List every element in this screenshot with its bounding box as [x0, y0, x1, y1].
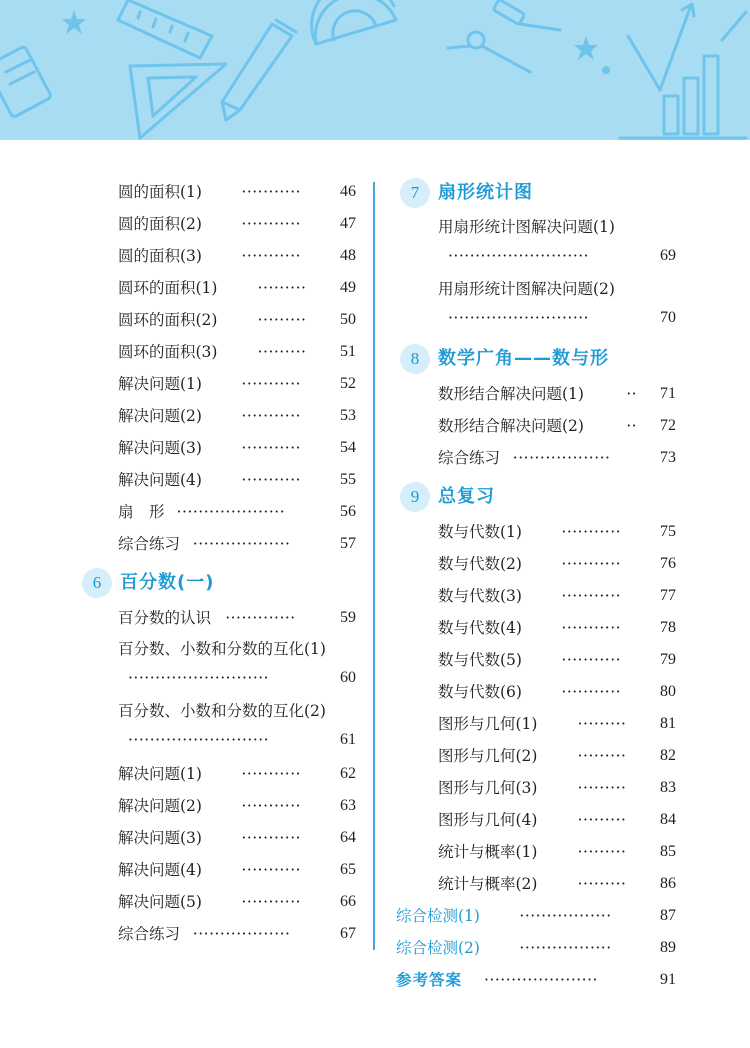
toc-entry[interactable] [118, 790, 356, 822]
chapter-title: 数学广角——数与形 [438, 348, 609, 369]
entry-title: 圆环的面积(3) [118, 343, 218, 361]
dot-leader: ·· [626, 385, 638, 403]
entry-title: 解决问题(2) [118, 797, 202, 815]
dot-leader: ··········· [241, 893, 302, 911]
entry-title: 数与代数(4) [438, 619, 522, 637]
dot-leader: ··········· [561, 683, 622, 701]
page-number: 87 [660, 907, 676, 924]
dot-leader: ··········· [241, 215, 302, 233]
toc-entry[interactable] [396, 932, 676, 964]
entry-title: 综合练习 [118, 925, 181, 943]
toc-entry-continuation[interactable] [438, 242, 676, 274]
toc-entry[interactable] [438, 378, 676, 410]
page-number: 85 [660, 843, 676, 860]
dot-leader: ········· [257, 343, 307, 361]
toc-entry[interactable] [118, 696, 356, 726]
toc-entry[interactable] [438, 548, 676, 580]
dot-leader: ················· [519, 907, 612, 925]
page-number: 61 [340, 731, 356, 748]
toc-entry[interactable] [118, 464, 356, 496]
entry-title: 扇 形 [118, 503, 165, 521]
toc-entry[interactable] [118, 758, 356, 790]
page-number: 89 [660, 939, 676, 956]
page-number: 76 [660, 555, 676, 572]
toc-entry[interactable] [396, 964, 676, 996]
toc-entry-continuation[interactable] [118, 726, 356, 758]
page-number: 48 [340, 247, 356, 264]
page-number: 71 [660, 385, 676, 402]
pencil-icon [222, 20, 296, 120]
dot-leader: ··········· [561, 587, 622, 605]
chapter-number-badge: 7 [400, 178, 430, 208]
ruler-icon [118, 0, 212, 58]
page-number: 81 [660, 715, 676, 732]
toc-entry[interactable] [118, 240, 356, 272]
toc-entry[interactable] [438, 772, 676, 804]
page-number: 82 [660, 747, 676, 764]
entry-title: 圆的面积(3) [118, 247, 202, 265]
toc-entry[interactable] [438, 708, 676, 740]
set-square-icon [130, 64, 226, 138]
dot-leader: ··········· [561, 619, 622, 637]
chapter-8-heading[interactable] [396, 342, 676, 376]
toc-right-column [396, 176, 676, 996]
header-banner [0, 0, 750, 140]
chapter-7-heading[interactable] [396, 176, 676, 210]
chapter-title: 百分数(一) [120, 572, 215, 593]
page-number: 65 [340, 861, 356, 878]
dot-leader: ··········· [241, 471, 302, 489]
page-number: 91 [660, 971, 676, 988]
dot-leader: ·················· [192, 535, 291, 553]
toc-entry[interactable] [396, 900, 676, 932]
toc-entry[interactable] [118, 918, 356, 950]
dot-leader: ········· [577, 779, 627, 797]
chapter-9-heading[interactable] [396, 480, 676, 514]
answers-item [396, 964, 676, 996]
entry-title: 解决问题(3) [118, 439, 202, 457]
page-number: 73 [660, 449, 676, 466]
entry-title: 参考答案 [396, 971, 463, 989]
toc-entry[interactable] [118, 272, 356, 304]
chapter-6-items [118, 602, 356, 950]
entry-title: 图形与几何(1) [438, 715, 538, 733]
chapter-number-badge: 8 [400, 344, 430, 374]
dot-leader: ········· [577, 811, 627, 829]
toc-entry[interactable] [118, 368, 356, 400]
entry-title: 用扇形统计图解决问题(2) [438, 280, 615, 298]
page-number: 49 [340, 279, 356, 296]
entry-title: 用扇形统计图解决问题(1) [438, 218, 615, 236]
dot-leader: ··········· [241, 375, 302, 393]
dot-leader: ··········· [241, 829, 302, 847]
toc-entry[interactable] [438, 836, 676, 868]
dot-leader: ··········· [241, 797, 302, 815]
toc-entry[interactable] [438, 580, 676, 612]
toc-entry-continuation[interactable] [438, 304, 676, 336]
chapter-title: 总复习 [438, 486, 495, 507]
entry-title: 圆环的面积(2) [118, 311, 218, 329]
entry-title: 综合练习 [438, 449, 501, 467]
toc-entry[interactable] [438, 804, 676, 836]
toc-list-top [118, 176, 356, 560]
compass-icon [448, 0, 560, 72]
dot-leader: ···················· [176, 503, 286, 521]
entry-title: 百分数、小数和分数的互化(1) [118, 640, 326, 658]
toc-entry[interactable] [118, 602, 356, 634]
toc-entry[interactable] [438, 516, 676, 548]
toc-entry[interactable] [438, 644, 676, 676]
dot-leader: ··········· [241, 861, 302, 879]
entry-title: 圆的面积(2) [118, 215, 202, 233]
page-number: 64 [340, 829, 356, 846]
entry-title: 数与代数(6) [438, 683, 522, 701]
dot-leader: ·························· [128, 669, 270, 687]
entry-title: 图形与几何(4) [438, 811, 538, 829]
column-divider [373, 182, 375, 950]
dot-leader: ·· [626, 417, 638, 435]
entry-title: 百分数、小数和分数的互化(2) [118, 702, 326, 720]
dot-leader: ··········· [241, 247, 302, 265]
chapter-9-items [396, 516, 676, 900]
entry-title: 解决问题(1) [118, 765, 202, 783]
chapter-8-items [396, 378, 676, 474]
clipboard-icon [0, 46, 52, 118]
dot-leader: ········· [577, 715, 627, 733]
dot-leader: ·························· [128, 731, 270, 749]
entry-title: 统计与概率(1) [438, 843, 538, 861]
page-number: 69 [660, 247, 676, 264]
page-number: 52 [340, 375, 356, 392]
dot-leader: ············· [225, 609, 296, 627]
entry-title: 解决问题(2) [118, 407, 202, 425]
dot-leader: ················· [519, 939, 612, 957]
chapter-number-badge: 6 [82, 568, 112, 598]
dot-leader: ·················· [192, 925, 291, 943]
page-number: 62 [340, 765, 356, 782]
entry-title: 解决问题(4) [118, 861, 202, 879]
dot-leader: ··········· [561, 555, 622, 573]
toc-entry-continuation[interactable] [118, 664, 356, 696]
page-number: 66 [340, 893, 356, 910]
dot-leader: ··········· [241, 439, 302, 457]
toc-entry[interactable] [438, 676, 676, 708]
entry-title: 图形与几何(3) [438, 779, 538, 797]
page-number: 80 [660, 683, 676, 700]
entry-title: 综合检测(1) [396, 907, 480, 925]
dot-leader: ········· [257, 311, 307, 329]
page-number: 57 [340, 535, 356, 552]
toc-entry[interactable] [118, 304, 356, 336]
toc-entry[interactable] [438, 868, 676, 900]
page-number: 46 [340, 183, 356, 200]
dot-leader: ··········· [241, 183, 302, 201]
toc-entry[interactable] [118, 854, 356, 886]
stationery-illustration [0, 0, 750, 140]
toc-entry[interactable] [118, 208, 356, 240]
entry-title: 统计与概率(2) [438, 875, 538, 893]
entry-title: 图形与几何(2) [438, 747, 538, 765]
toc-entry[interactable] [118, 336, 356, 368]
page-number: 51 [340, 343, 356, 360]
toc-entry[interactable] [438, 740, 676, 772]
entry-title: 数与代数(3) [438, 587, 522, 605]
page-number: 53 [340, 407, 356, 424]
entry-title: 数形结合解决问题(2) [438, 417, 584, 435]
entry-title: 综合练习 [118, 535, 181, 553]
entry-title: 解决问题(5) [118, 893, 202, 911]
protractor-icon [312, 0, 396, 44]
chapter-number-badge: 9 [400, 482, 430, 512]
page-number: 72 [660, 417, 676, 434]
dot-leader: ··········· [561, 651, 622, 669]
tests-items [396, 900, 676, 964]
toc-entry[interactable] [118, 176, 356, 208]
page-number: 67 [340, 925, 356, 942]
page-number: 84 [660, 811, 676, 828]
entry-title: 解决问题(4) [118, 471, 202, 489]
page-number: 86 [660, 875, 676, 892]
page-number: 47 [340, 215, 356, 232]
page-number: 79 [660, 651, 676, 668]
entry-title: 数与代数(2) [438, 555, 522, 573]
chapter-6-heading[interactable] [92, 566, 356, 600]
toc-entry[interactable] [438, 410, 676, 442]
entry-title: 圆环的面积(1) [118, 279, 218, 297]
dot-leader: ····················· [484, 971, 598, 989]
page-number: 63 [340, 797, 356, 814]
entry-title: 圆的面积(1) [118, 183, 202, 201]
dot-leader: ··········· [241, 765, 302, 783]
chapter-title: 扇形统计图 [438, 182, 533, 203]
page-number: 70 [660, 309, 676, 326]
dot-leader: ·························· [448, 309, 590, 327]
page-number: 78 [660, 619, 676, 636]
toc-entry[interactable] [438, 442, 676, 474]
page-number: 75 [660, 523, 676, 540]
page-number: 60 [340, 669, 356, 686]
entry-title: 解决问题(1) [118, 375, 202, 393]
toc-entry[interactable] [438, 274, 676, 304]
page-number: 59 [340, 609, 356, 626]
dot-leader: ········· [257, 279, 307, 297]
dot-leader: ··········· [241, 407, 302, 425]
toc-entry[interactable] [438, 612, 676, 644]
toc-entry[interactable] [118, 822, 356, 854]
toc-left-column [92, 176, 356, 950]
entry-title: 百分数的认识 [118, 609, 212, 627]
toc-entry[interactable] [118, 432, 356, 464]
page-number: 54 [340, 439, 356, 456]
chapter-7-items [396, 212, 676, 336]
page-number: 77 [660, 587, 676, 604]
dot-leader: ·················· [512, 449, 611, 467]
dot-leader: ········· [577, 843, 627, 861]
dot-leader: ·························· [448, 247, 590, 265]
dot-leader: ········· [577, 875, 627, 893]
toc-entry[interactable] [118, 400, 356, 432]
page-number: 55 [340, 471, 356, 488]
entry-title: 综合检测(2) [396, 939, 480, 957]
toc-entry[interactable] [118, 496, 356, 528]
page-number: 50 [340, 311, 356, 328]
entry-title: 数与代数(5) [438, 651, 522, 669]
dot-leader: ········· [577, 747, 627, 765]
entry-title: 数形结合解决问题(1) [438, 385, 584, 403]
toc-entry[interactable] [438, 212, 676, 242]
dot-leader: ··········· [561, 523, 622, 541]
page-number: 56 [340, 503, 356, 520]
entry-title: 数与代数(1) [438, 523, 522, 541]
page-number: 83 [660, 779, 676, 796]
toc-entry[interactable] [118, 634, 356, 664]
toc-entry[interactable] [118, 528, 356, 560]
bar-chart-icon [620, 4, 746, 138]
entry-title: 解决问题(3) [118, 829, 202, 847]
toc-entry[interactable] [118, 886, 356, 918]
